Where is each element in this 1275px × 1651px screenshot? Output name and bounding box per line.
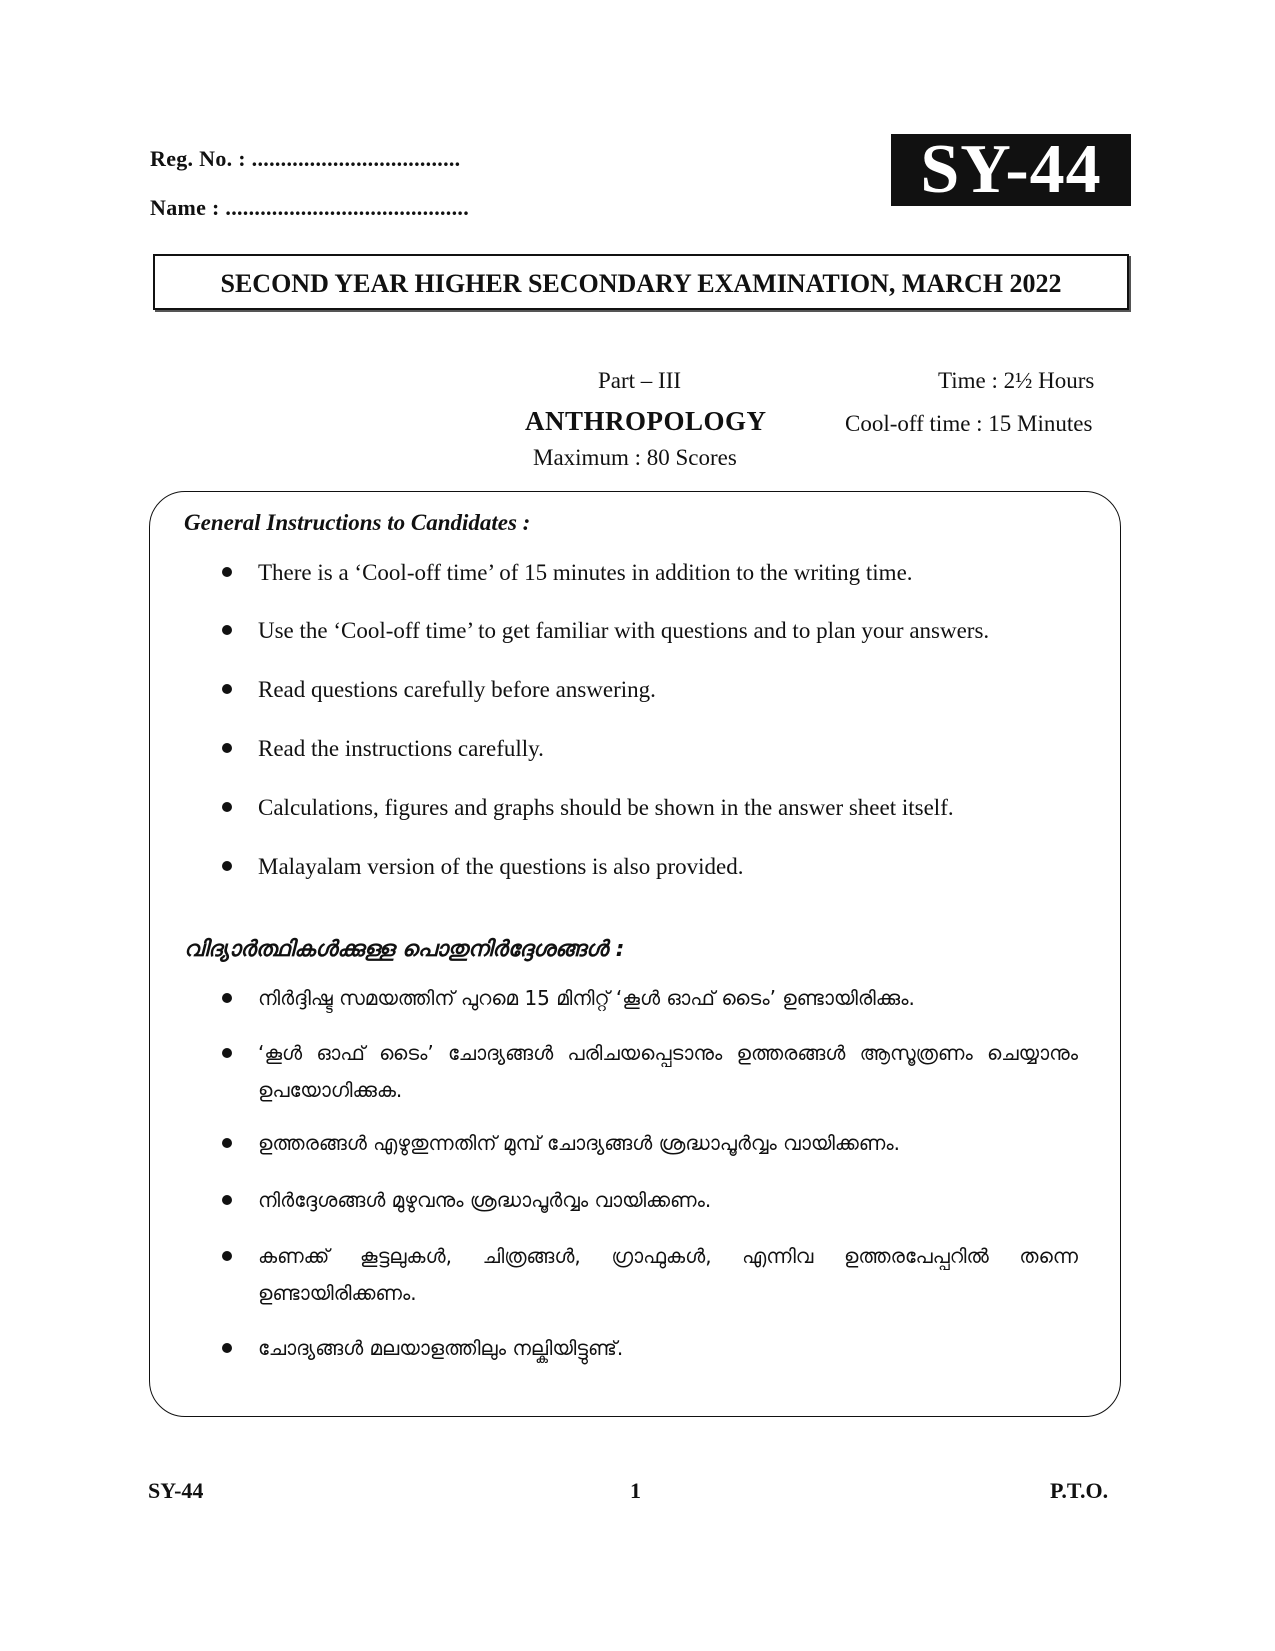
bullet-icon (222, 625, 232, 635)
bullet-icon (222, 1343, 232, 1353)
cool-off-label: Cool-off time : 15 Minutes (845, 411, 1093, 436)
page-number: 1 (630, 1478, 641, 1503)
bullet-icon (222, 684, 232, 694)
bullet-icon (222, 1251, 232, 1261)
name-field: Name : .......................................... (150, 195, 470, 220)
part-label: Part – III (598, 368, 682, 393)
malayalam-instructions-heading: വിദ്യാർത്ഥികൾക്കുള്ള പൊതുനിർദ്ദേശങ്ങൾ : (184, 937, 625, 962)
bullet-icon (222, 567, 232, 577)
english-instructions-heading: General Instructions to Candidates : (184, 510, 531, 535)
time-label: Time : 2½ Hours (938, 368, 1095, 393)
max-scores-label: Maximum : 80 Scores (533, 445, 737, 470)
bullet-icon (222, 1048, 232, 1058)
bullet-icon (222, 1138, 232, 1148)
exam-title: SECOND YEAR HIGHER SECONDARY EXAMINATION, MARCH 2022 (153, 254, 1129, 310)
footer-paper-code: SY-44 (148, 1478, 204, 1503)
subject-title: ANTHROPOLOGY (525, 406, 767, 436)
bullet-icon (222, 1195, 232, 1205)
bullet-icon (222, 861, 232, 871)
pto-label: P.T.O. (1050, 1478, 1109, 1503)
bullet-icon (222, 743, 232, 753)
paper-code-badge: SY-44 (891, 134, 1131, 206)
bullet-icon (222, 802, 232, 812)
bullet-icon (222, 993, 232, 1003)
reg-no-field: Reg. No. : .................................... (150, 146, 461, 171)
